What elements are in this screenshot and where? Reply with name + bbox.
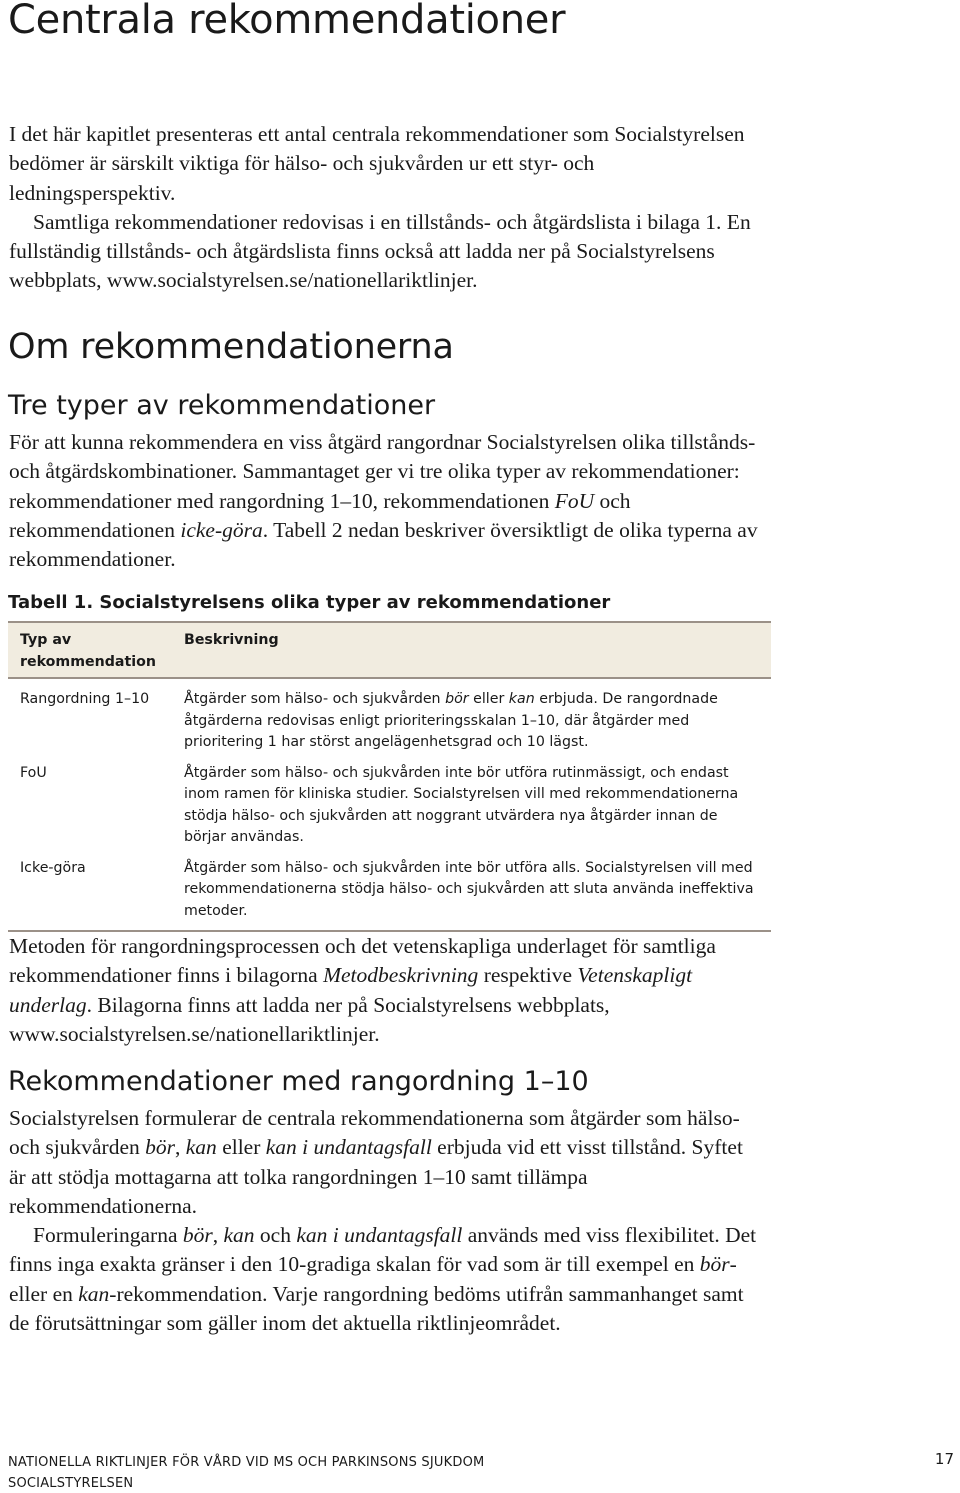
table-header-row (8, 622, 771, 678)
table-header-type: Typ av rekommendation (8, 622, 172, 678)
form-bor2: bör (699, 1252, 730, 1277)
types-fou: FoU (554, 488, 595, 513)
form-undantag: kan i undantagsfall (296, 1223, 463, 1248)
table-cell-type: Rangordning 1–10 (20, 691, 150, 707)
ranking-kan: kan (185, 1135, 217, 1160)
desc-bor: bör (445, 691, 469, 707)
page-number: 17 (934, 1450, 954, 1468)
table-cell-description (172, 678, 771, 760)
method-metod: Metodbeskrivning (323, 963, 479, 988)
section-heading: Om rekommendationerna (8, 327, 454, 367)
formulation-paragraph (9, 1221, 761, 1338)
table-row (8, 760, 771, 855)
desc-text: eller (468, 691, 509, 707)
recommendation-types-table (8, 621, 771, 932)
form-sep: , (212, 1223, 224, 1248)
desc-text: Åtgärder som hälso- och sjukvården (184, 691, 446, 707)
types-text-3: . Tabell 2 nedan beskriver översiktligt de olika typerna av rekommendationer. (9, 517, 758, 572)
ranking-sep: , (175, 1135, 186, 1160)
table-row (8, 855, 771, 932)
table-header-description: Beskrivning (172, 622, 771, 678)
ranking-bor: bör (145, 1135, 176, 1160)
desc-text: erbjuda. De rangordnade åtgärderna redovisas enligt prioriteringsskalan 1–10, där åtgärder med prioritering 1 har störst angelägenhetsgrad och 10 lägst. (184, 691, 718, 750)
method-text-2: respektive (478, 963, 578, 988)
table-caption: Tabell 1. Socialstyrelsens olika typer av rekommendationer (8, 592, 611, 613)
types-text-1: För att kunna rekommendera en viss åtgärd rangordnar Socialstyrelsen olika tillstånds- och åtgärdskombinationer. Sammantaget ger vi tre olika typer av rekommendationer: rekommendationer med rangordning 1–10, rekommendationen (9, 430, 756, 513)
form-bor: bör (182, 1223, 213, 1248)
subsection-heading: Tre typer av rekommendationer (8, 390, 436, 421)
form-sep: och (254, 1223, 297, 1248)
form-text-2: används med viss flexibilitet. Det finns inga exakta gränser i den 10-gradiga skalan för vad som är till exempel en (9, 1223, 757, 1277)
intro-paragraph-2: Samtliga rekommendationer redovisas i en tillstånds- och åtgärdslista i bilaga 1. En fullständig tillstånds- och åtgärdslista finns också att ladda ner på Socialstyrelsens webbplats, www.socialstyrelsen.se/nationellariktlinjer. (9, 209, 751, 293)
intro-paragraph: I det här kapitlet presenteras ett antal centrala rekommendationer som Socialstyrelsen bedömer är särskilt viktiga för hälso- och sjukvården ur ett styr- och ledningsperspektiv. (9, 122, 745, 205)
ranking-section (9, 1104, 761, 1338)
form-text-4: -rekommendation. Varje rangordning bedöms utifrån sammanhanget samt de förutsättningar som gäller inom det aktuella riktlinjeområdet. (9, 1281, 744, 1336)
ranking-paragraph (9, 1104, 761, 1221)
ranking-undantag: kan i undantagsfall (265, 1135, 432, 1160)
desc-kan: kan (508, 691, 535, 707)
intro-section (9, 120, 761, 296)
form-text-1: Formuleringarna (33, 1223, 183, 1248)
method-text-3: . Bilagorna finns att ladda ner på Socialstyrelsens webbplats, www.socialstyrelsen.se/nationellariktlinjer. (9, 992, 610, 1046)
footer-title: NATIONELLA RIKTLINJER FÖR VÅRD VID MS OCH PARKINSONS SJUKDOM (8, 1455, 485, 1470)
footer-publisher: SOCIALSTYRELSEN (8, 1476, 134, 1491)
types-text-2: och rekommendationen (9, 488, 631, 542)
table-cell-type: FoU (20, 764, 47, 781)
table-cell-type: Icke-göra (8, 855, 172, 932)
page-title: Centrala rekommendationer (8, 0, 566, 43)
method-vet: Vetenskapligt underlag (9, 963, 693, 1017)
ranking-sep: eller (216, 1135, 266, 1160)
ranking-text-1: Socialstyrelsen formulerar de centrala rekommendationerna som åtgärder som hälso- och sjukvården (9, 1106, 740, 1160)
types-icke: icke-göra (180, 517, 263, 542)
method-paragraph (9, 932, 761, 1049)
ranking-text-2: erbjuda vid ett visst tillstånd. Syftet är att stödja mottagarna att tolka rangordningen 1–10 samt tillämpa rekommendationerna. (9, 1135, 743, 1218)
types-paragraph (9, 428, 761, 574)
table-cell-description: Åtgärder som hälso- och sjukvården inte bör utföra alls. Socialstyrelsen vill med rekommendationerna stödja hälso- och sjukvården att sluta använda ineffektiva metoder. (172, 855, 771, 932)
form-kan: kan (223, 1223, 255, 1248)
form-kan2: kan (78, 1281, 110, 1306)
table-row (8, 678, 771, 760)
ranking-heading: Rekommendationer med rangordning 1–10 (8, 1066, 589, 1097)
table-cell-description: Åtgärder som hälso- och sjukvården inte bör utföra rutinmässigt, och endast inom ramen för kliniska studier. Socialstyrelsen vill med rekommendationerna stödja hälso- och sjukvården att noggrant utvärdera nya åtgärder innan de börjar användas. (184, 764, 739, 845)
method-text-1: Metoden för rangordningsprocessen och det vetenskapliga underlaget för samtliga rekommendationer finns i bilagorna (9, 934, 716, 988)
form-text-3: - eller en (9, 1252, 737, 1306)
